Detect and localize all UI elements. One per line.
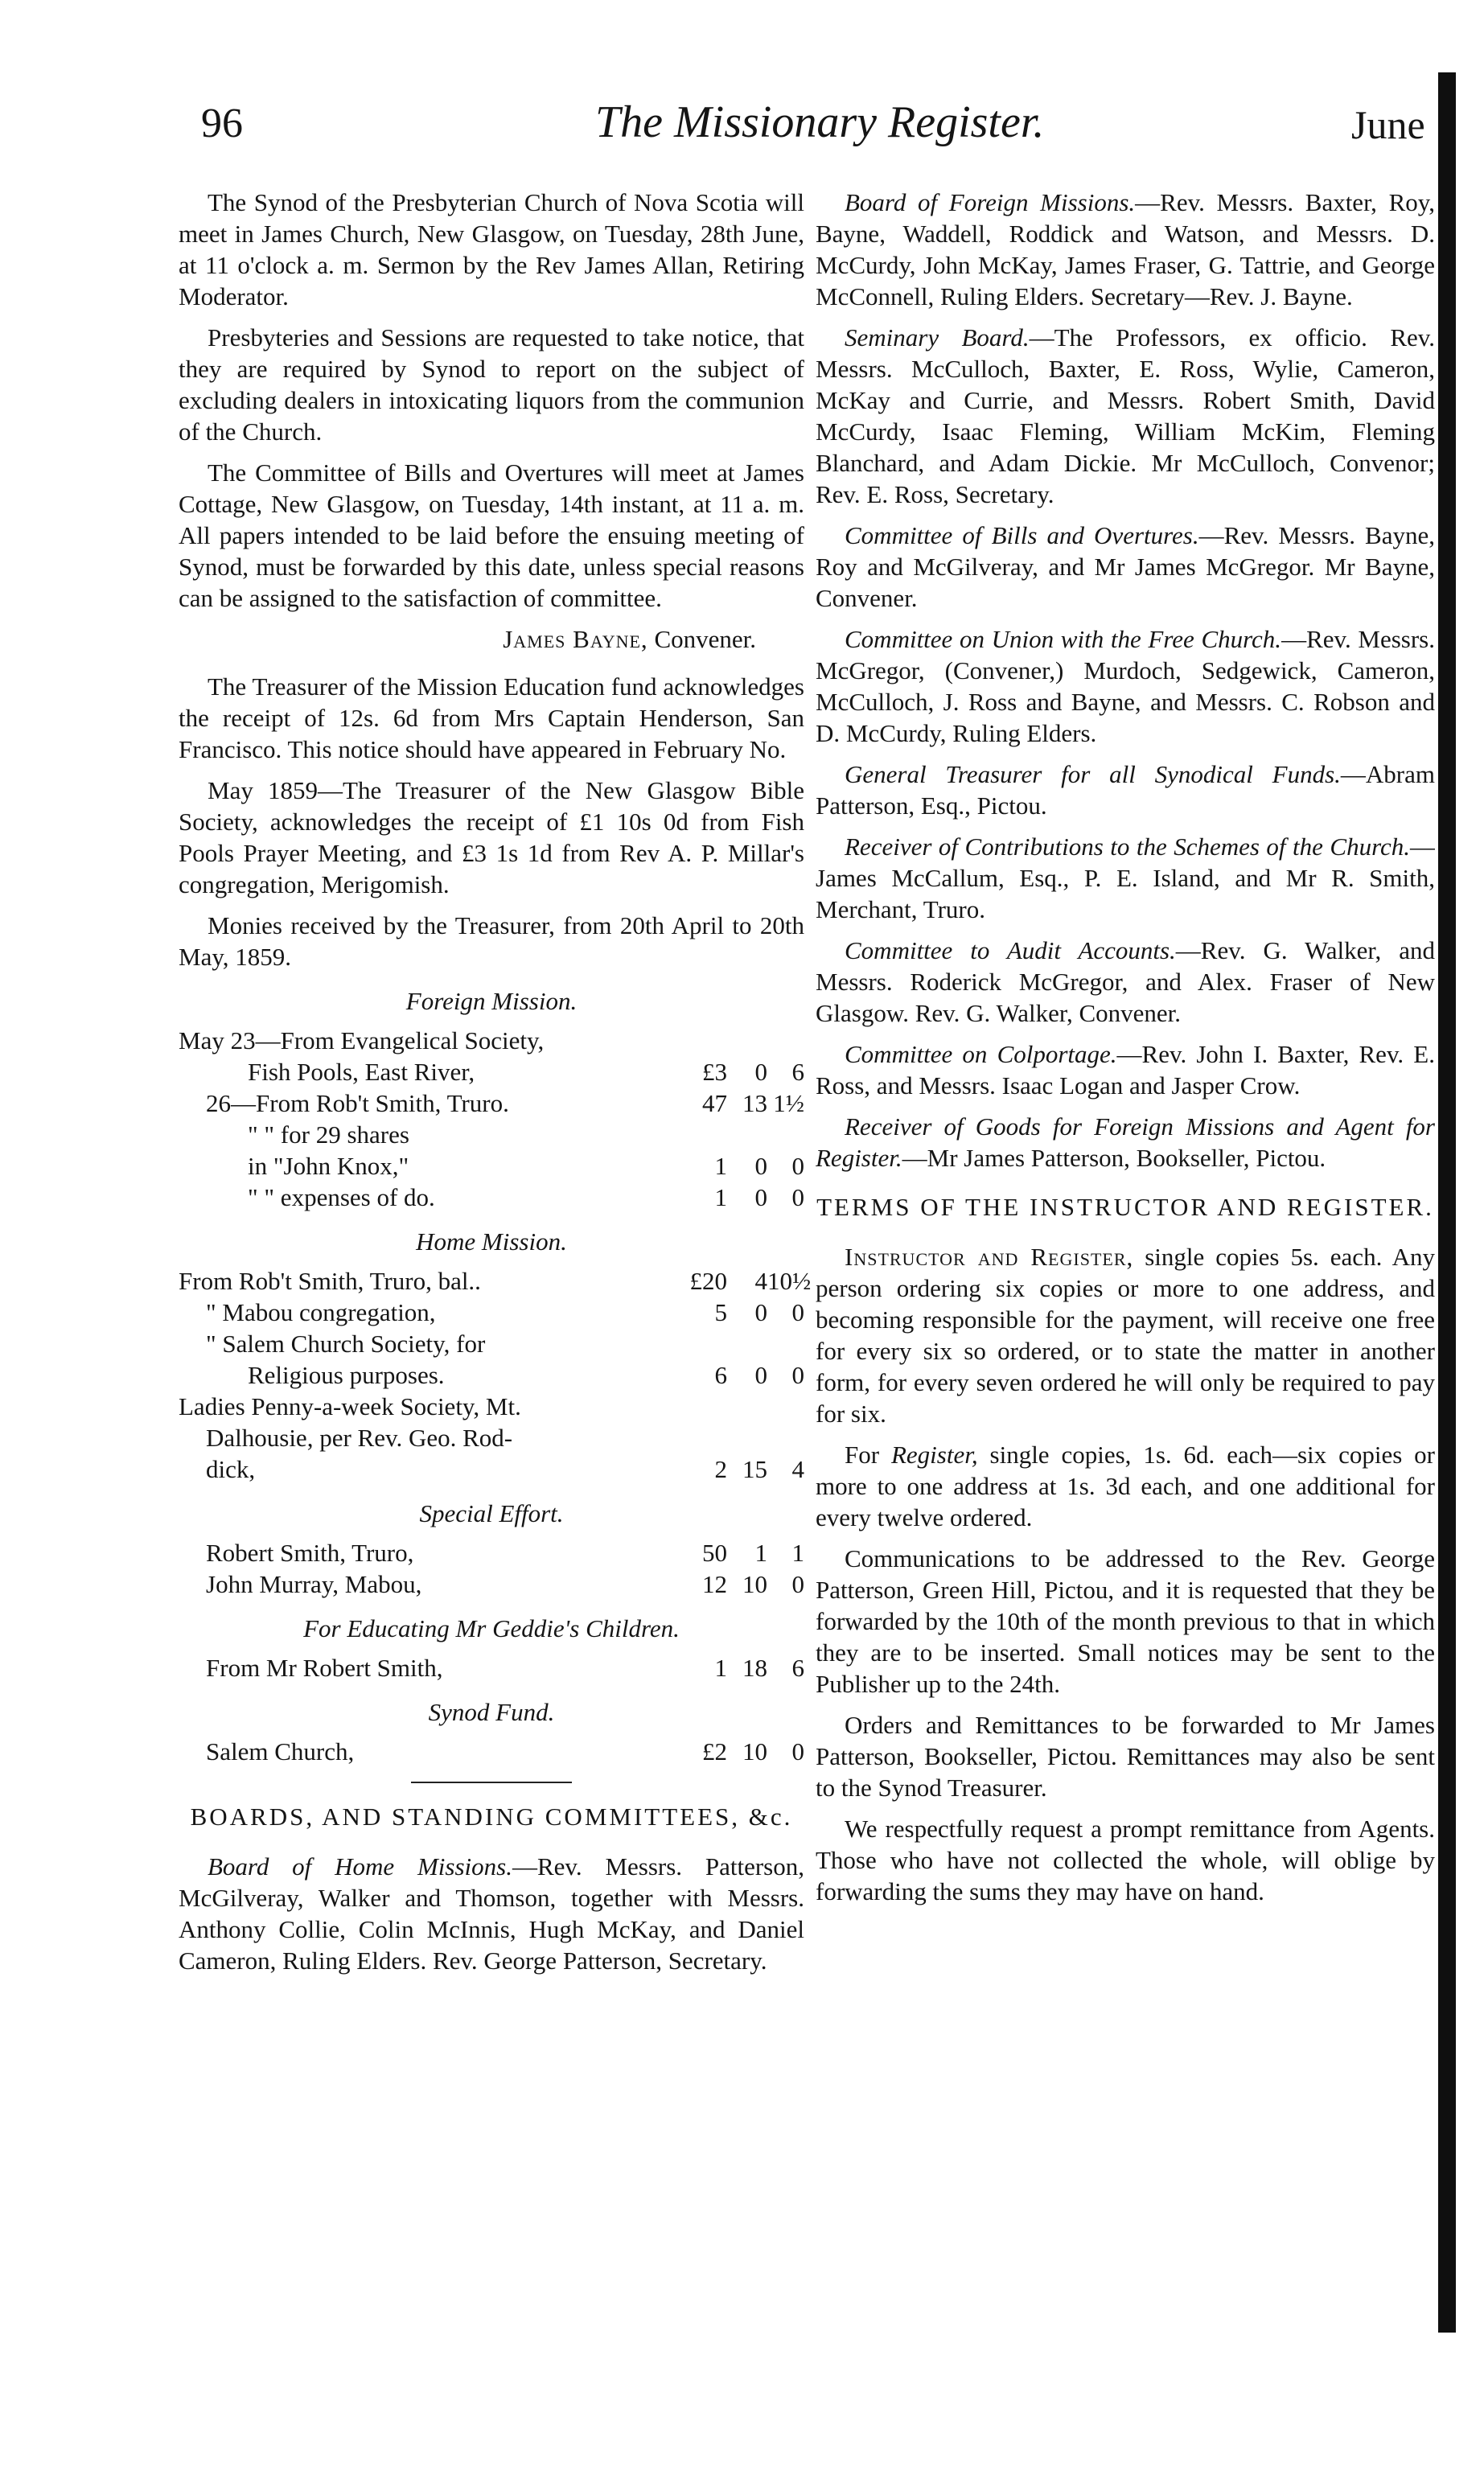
special-effort-list [179,1537,804,1600]
terms-register-italic: Register, [890,1441,978,1469]
committee-title: Seminary Board. [845,323,1030,351]
account-description: From Mr Robert Smith, [206,1654,443,1682]
account-row [179,1182,804,1213]
account-shillings [727,1391,767,1422]
account-pounds: 6 [714,1361,727,1389]
committee-entry [816,1038,1435,1101]
account-description: John Murray, Mabou, [206,1570,422,1598]
account-pence [767,1328,804,1359]
board-home-text: —Rev. Messrs. Patterson, McGilveray, Walker and Thomson, together with Messrs. Anthony Collie, Colin McInnis, Hugh McKay, and Daniel Cameron, Ruling Elders. Rev. George Patterson, Secretary. [179,1852,804,1975]
committee-title: Receiver of Contributions to the Schemes of the Church. [845,832,1410,861]
education-fund-notice: The Treasurer of the Mission Education fund acknowledges the receipt of 12s. 6d from Mrs Captain Henderson, San Francisco. This notice should have appeared in February No. [179,672,804,763]
account-pounds [687,1422,727,1453]
committee-entry [816,520,1435,614]
account-pounds: 50 [702,1539,727,1567]
terms-remittance-request: We respectfully request a prompt remittance from Agents. Those who have not collected the whole, will oblige by forwarding the sums they may have on hand. [816,1815,1435,1905]
foreign-mission-list [179,1025,804,1213]
account-row [179,1652,804,1683]
account-pence: 0 [791,1152,804,1180]
account-shillings: 10 [742,1570,767,1598]
account-description: 26—From Rob't Smith, Truro. [206,1089,509,1117]
account-pence: 0 [791,1361,804,1389]
bible-society-notice: May 1859—The Treasurer of the New Glasgow Bible Society, acknowledges the receipt of £1 10s 0d from Fish Pools Prayer Meeting, and £3 1s 1d from Rev A. P. Millar's congregation, Merigomish. [179,776,804,898]
committee-members: —Rev. John I. Baxter, Rev. E. Ross, and Messrs. Isaac Logan and Jasper Crow. [816,1040,1435,1100]
committee-entry [816,1111,1435,1174]
account-pence: 1 [791,1539,804,1567]
account-shillings: 0 [754,1298,767,1326]
account-row [179,1025,804,1056]
committee-members: —Rev. Messrs. Baxter, Roy, Bayne, Waddell, Roddick and Watson, and Messrs. D. McCurdy, John McKay, James Fraser, G. Tattrie, and George McConnell, Ruling Elders. Secretary—Rev. J. Bayne. [816,188,1435,310]
account-shillings: 0 [754,1058,767,1086]
account-pounds [687,1328,727,1359]
account-pence: 6 [791,1058,804,1086]
account-shillings [727,1119,767,1150]
geddie-list [179,1652,804,1683]
account-pence: 10½ [767,1267,812,1295]
special-effort-heading: Special Effort. [419,1499,564,1527]
synod-fund-heading: Synod Fund. [428,1698,555,1726]
account-shillings: 0 [754,1152,767,1180]
account-pounds: 1 [714,1654,727,1682]
account-pounds: 12 [702,1570,727,1598]
account-row [179,1328,804,1359]
account-row [179,1297,804,1328]
account-pence: 0 [791,1298,804,1326]
account-row [179,1537,804,1568]
account-description: May 23—From Evangelical Society, [179,1026,545,1054]
committee-members: —The Professors, ex officio. Rev. Messrs. McCulloch, Baxter, E. Ross, Wylie, Cameron, McKay and Currie, and Messrs. Robert Smith, David McCurdy, Isaac Fleming, William McKim, Fleming Blanchard, and Adam Dickie. Mr McCulloch, Convenor; Rev. E. Ross, Secretary. [816,323,1435,508]
committee-entry [816,758,1435,821]
committee-title: Committee on Colportage. [845,1040,1117,1068]
account-shillings: 0 [754,1183,767,1211]
account-description: " " expenses of do. [248,1183,435,1211]
account-pounds: £20 [689,1267,727,1295]
account-description: Fish Pools, East River, [248,1058,475,1086]
boards-heading: BOARDS, AND STANDING COMMITTEES, &c. [190,1803,793,1831]
terms-register-lead: For [845,1441,891,1469]
account-description: dick, [206,1455,256,1483]
right-column [816,187,1435,1917]
account-description: From Rob't Smith, Truro, bal.. [179,1267,481,1295]
committee-members: —Abram Patterson, Esq., Pictou. [816,760,1435,820]
committee-members: —Mr James Patterson, Bookseller, Pictou. [902,1144,1326,1172]
terms-register-text: single copies, 1s. 6d. each—six copies or more to one address at 1s. 3d each, and one additional for every twelve ordered. [816,1441,1435,1531]
account-description: " " for 29 shares [248,1120,409,1149]
account-row [179,1422,804,1453]
account-row [179,1453,804,1485]
account-pounds: £2 [702,1737,727,1766]
presbyteries-notice: Presbyteries and Sessions are requested to take notice, that they are required by Synod to report on the subject of excluding dealers in intoxicating liquors from the communion of the Church. [179,323,804,446]
account-row [179,1150,804,1182]
page-edge-shadow [1438,72,1456,2333]
account-row [179,1391,804,1422]
account-shillings: 18 [742,1654,767,1682]
terms-heading: TERMS OF THE INSTRUCTOR AND REGISTER. [816,1193,1434,1221]
account-row [179,1568,804,1600]
account-row [179,1056,804,1087]
account-pence: 0 [791,1183,804,1211]
committee-entry [816,187,1435,312]
account-pounds: 47 [702,1089,727,1117]
account-pounds [687,1391,727,1422]
account-description: " Mabou congregation, [206,1298,436,1326]
account-description: " Salem Church Society, for [206,1330,486,1358]
terms-instructor-text: single copies 5s. each. Any person ordering six copies or more to one address, and becoming responsible for the payment, will receive one free for every six so ordered, or to state the matter in another form, for every seven ordered he will only be required to pay for six. [816,1243,1435,1428]
terms-register [816,1439,1435,1533]
page-number: 96 [201,101,243,146]
account-pounds [687,1025,727,1056]
account-pence [767,1025,804,1056]
monies-intro: Monies received by the Treasurer, from 20th April to 20th May, 1859. [179,911,804,971]
committee-title: Committee of Bills and Overtures. [845,521,1199,549]
signature [179,623,804,655]
committee-entry [816,322,1435,510]
committee-title: Receiver of Goods for Foreign Missions and Agent for Register. [816,1112,1435,1172]
account-row [179,1087,804,1119]
account-row [179,1265,812,1297]
account-pounds: £3 [702,1058,727,1086]
committee-title: Committee to Audit Accounts. [845,936,1176,964]
account-shillings: 13 [742,1089,767,1117]
committee-members: —Rev. Messrs. McGregor, (Convener,) Murdoch, Sedgewick, Cameron, McCulloch, J. Ross and Bayne, and Messrs. C. Robson and D. McCurdy, Ruling Elders. [816,625,1435,747]
committee-list [816,187,1435,1174]
account-pounds: 1 [714,1183,727,1211]
board-home-missions [179,1851,804,1976]
synod-fund-list [179,1736,804,1767]
account-pounds: 5 [714,1298,727,1326]
running-month: June [1351,102,1425,147]
foreign-mission-heading: Foreign Mission. [405,987,578,1015]
home-mission-heading: Home Mission. [416,1227,567,1256]
account-description: Robert Smith, Truro, [206,1539,414,1567]
account-pence [767,1391,804,1422]
account-shillings: 1 [754,1539,767,1567]
account-shillings: 4 [754,1267,767,1295]
divider [411,1782,572,1783]
account-row [179,1359,804,1391]
account-pounds [687,1119,727,1150]
account-shillings [727,1025,767,1056]
signature-role: Convener. [647,625,756,653]
committee-entry [816,935,1435,1029]
account-description: Religious purposes. [248,1361,445,1389]
terms-instructor [816,1241,1435,1429]
geddie-heading: For Educating Mr Geddie's Children. [303,1614,680,1642]
terms-orders: Orders and Remittances to be forwarded to Mr James Patterson, Bookseller, Pictou. Remittances may also be sent to the Synod Treasurer. [816,1711,1435,1802]
committee-title: Board of Foreign Missions. [845,188,1136,216]
left-column [179,187,812,1986]
committee-entry [816,623,1435,749]
account-description: in "John Knox," [248,1152,409,1180]
account-row [179,1119,804,1150]
running-title: The Missionary Register. [595,97,1045,147]
bills-committee-notice: The Committee of Bills and Overtures will meet at James Cottage, New Glasgow, on Tuesday, 14th instant, at 11 a. m. All papers intended to be laid before the ensuing meeting of Synod, must be forwarded by this date, unless special reasons can be assigned to the satisfaction of committee. [179,458,804,612]
account-shillings [727,1422,767,1453]
synod-notice: The Synod of the Presbyterian Church of Nova Scotia will meet in James Church, New Glasgow, on Tuesday, 28th June, at 11 o'clock a. m. Sermon by the Rev James Allan, Retiring Moderator. [179,188,804,310]
account-pounds: 2 [714,1455,727,1483]
account-shillings: 10 [742,1737,767,1766]
account-shillings [727,1328,767,1359]
account-pence: 6 [791,1654,804,1682]
board-home-title: Board of Home Missions. [208,1852,512,1881]
account-row [179,1736,804,1767]
account-pence: 0 [791,1570,804,1598]
committee-members: —James McCallum, Esq., P. E. Island, and Mr R. Smith, Merchant, Truro. [816,832,1435,923]
terms-communications: Communications to be addressed to the Rev. George Patterson, Green Hill, Pictou, and it is requested that they be forwarded by the 10th of the month previous to that in which they are to be inserted. Small notices may be sent to the Publisher up to the 24th. [816,1544,1435,1698]
account-description: Dalhousie, per Rev. Geo. Rod- [206,1424,513,1452]
account-pence [767,1422,804,1453]
account-shillings: 0 [754,1361,767,1389]
committee-entry [816,831,1435,925]
committee-members: —Rev. G. Walker, and Messrs. Roderick McGregor, and Alex. Fraser of New Glasgow. Rev. G. Walker, Convener. [816,936,1435,1027]
account-pence [767,1119,804,1150]
committee-members: —Rev. Messrs. Bayne, Roy and McGilveray, and Mr James McGregor. Mr Bayne, Convener. [816,521,1435,612]
account-pounds: 1 [714,1152,727,1180]
account-shillings: 15 [742,1455,767,1483]
committee-title: General Treasurer for all Synodical Funds. [845,760,1341,788]
account-pence: 4 [791,1455,804,1483]
home-mission-list [179,1265,812,1485]
terms-instructor-lead: Instructor and Register, [845,1243,1134,1271]
account-description: Salem Church, [206,1737,355,1766]
account-pence: 1½ [773,1089,804,1117]
account-pence: 0 [791,1737,804,1766]
account-description: Ladies Penny-a-week Society, Mt. [179,1392,521,1420]
signature-name: James Bayne, [503,625,648,653]
committee-title: Committee on Union with the Free Church. [845,625,1282,653]
